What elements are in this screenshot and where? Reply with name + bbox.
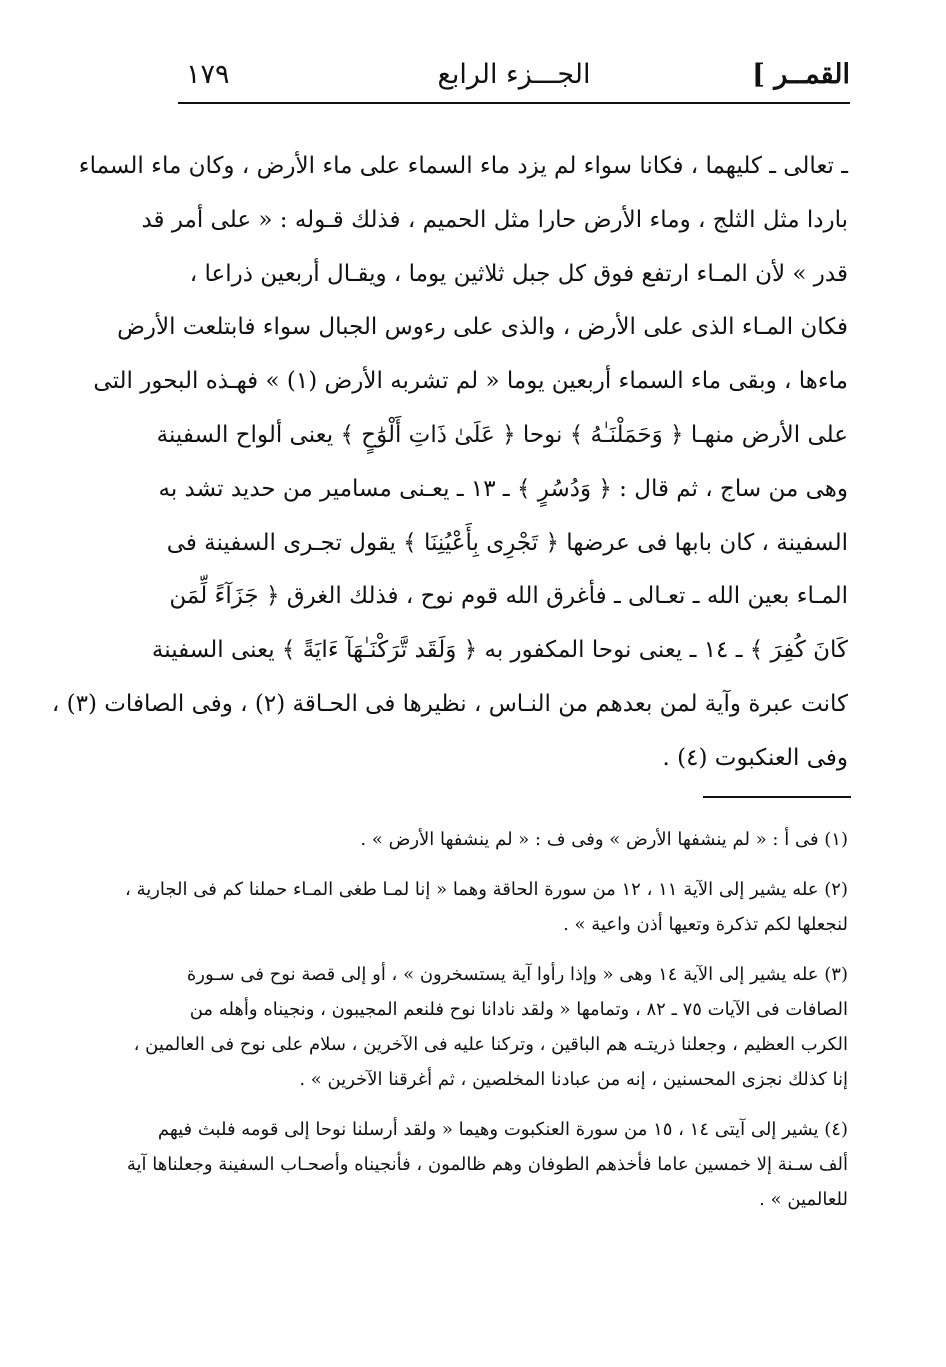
footnote-line: (١) فى أ : « لم ينشفها الأرض » وفى ف : « لم ينشفها الأرض » . <box>360 829 848 850</box>
footnote-separator <box>703 796 851 798</box>
footnote-line: إنا كذلك نجزى المحسنين ، إنه من عبادنا المخلصين ، ثم أغرقنا الآخرين » . <box>299 1069 848 1090</box>
body-line: فكان المـاء الذى على الأرض ، والذى على رءوس الجبال سواء فابتلعت الأرض <box>117 314 848 341</box>
body-line: كَانَ كُفِرَ ﴾ ـ ١٤ ـ يعنى نوحا المكفور به ﴿ وَلَقَد تَّرَكْنَـٰهَآ ءَايَةً ﴾ يعنى السفينة <box>151 637 848 664</box>
footnote-4 <box>126 1112 848 1217</box>
footnote-3 <box>133 957 848 1097</box>
page-number: ١٧٩ <box>186 59 230 90</box>
body-line: وهى من ساج ، ثم قال : ﴿ وَدُسُرٍ ﴾ ـ ١٣ ـ يعـنى مسامير من حديد تشد به <box>158 475 848 502</box>
body-line: كانت عبرة وآية لمن بعدهم من النـاس ، نظيرها فى الحـاقة (٢) ، وفى الصافات (٣) ، <box>51 690 848 717</box>
footnote-line: (٢) عله يشير إلى الآية ١١ ، ١٢ من سورة الحاقة وهما « إنا لمـا طغى المـاء حملنا كم فى الجارية ، <box>125 879 848 900</box>
body-text <box>51 140 848 786</box>
footnote-line: (٤) يشير إلى آيتى ١٤ ، ١٥ من سورة العنكبوت وهيما « ولقد أرسلنا نوحا إلى قومه فلبث فيهم <box>157 1119 848 1140</box>
body-line: المـاء بعين الله ـ تعـالى ـ فأغرق الله قوم نوح ، فذلك الغرق ﴿ جَزَآءً لِّمَن <box>169 583 848 610</box>
footnote-line: (٣) عله يشير إلى الآية ١٤ وهى « وإذا رأوا آية يستسخرون » ، أو إلى قصة نوح فى سـورة <box>186 964 848 985</box>
body-line: قدر » لأن المـاء ارتفع فوق كل جبل ثلاثين يوما ، ويقـال أربعين ذراعا ، <box>189 260 848 287</box>
running-header <box>178 58 850 104</box>
part-title: الجـــزء الرابع <box>437 59 591 90</box>
body-line: السفينة ، كان بابها فى عرضها ﴿ تَجْرِى بِأَعْيُنِنَا ﴾ يقول تجـرى السفينة فى <box>166 529 848 556</box>
footnote-line: الكرب العظيم ، وجعلنا ذريتـه هم الباقين ، وتركنا عليه فى الآخرين ، سلام على نوح فى العالمين ، <box>133 1034 848 1055</box>
body-line: ماءها ، وبقى ماء السماء أربعين يوما « لم تشربه الأرض (١) » فهـذه البحور التى <box>93 368 848 395</box>
body-line: ـ تعالى ـ كليهما ، فكانا سواء لم يزد ماء السماء على ماء الأرض ، وكان ماء السماء <box>78 153 848 179</box>
footnote-1 <box>192 822 848 857</box>
body-line: وفى العنكبوت (٤) . <box>662 744 848 771</box>
body-line: باردا مثل الثلج ، وماء الأرض حارا مثل الحميم ، فذلك قـوله : « على أمر قد <box>141 206 848 233</box>
footnote-line: ألف سـنة إلا خمسين عاما فأخذهم الطوفان وهم ظالمون ، فأنجيناه وأصحـاب السفينة وجعلناها آية <box>126 1154 848 1175</box>
footnote-line: لنجعلها لكم تذكرة وتعيها أذن واعية » . <box>563 914 848 935</box>
footnotes <box>125 822 848 1232</box>
footnote-2 <box>125 872 848 942</box>
body-line: على الأرض منهـا ﴿ وَحَمَلْنَـٰهُ ﴾ نوحا ﴿ عَلَىٰ ذَاتِ أَلْوَٰحٍ ﴾ يعنى ألواح السفينة <box>156 421 848 448</box>
footnote-line: الصافات فى الآيات ٧٥ ـ ٨٢ ، وتمامها « ولقد نادانا نوح فلنعم المجيبون ، ونجيناه وأهله من <box>189 999 848 1020</box>
surah-name: القمــر ] <box>752 59 850 90</box>
footnote-line: للعالمين » . <box>759 1189 848 1210</box>
